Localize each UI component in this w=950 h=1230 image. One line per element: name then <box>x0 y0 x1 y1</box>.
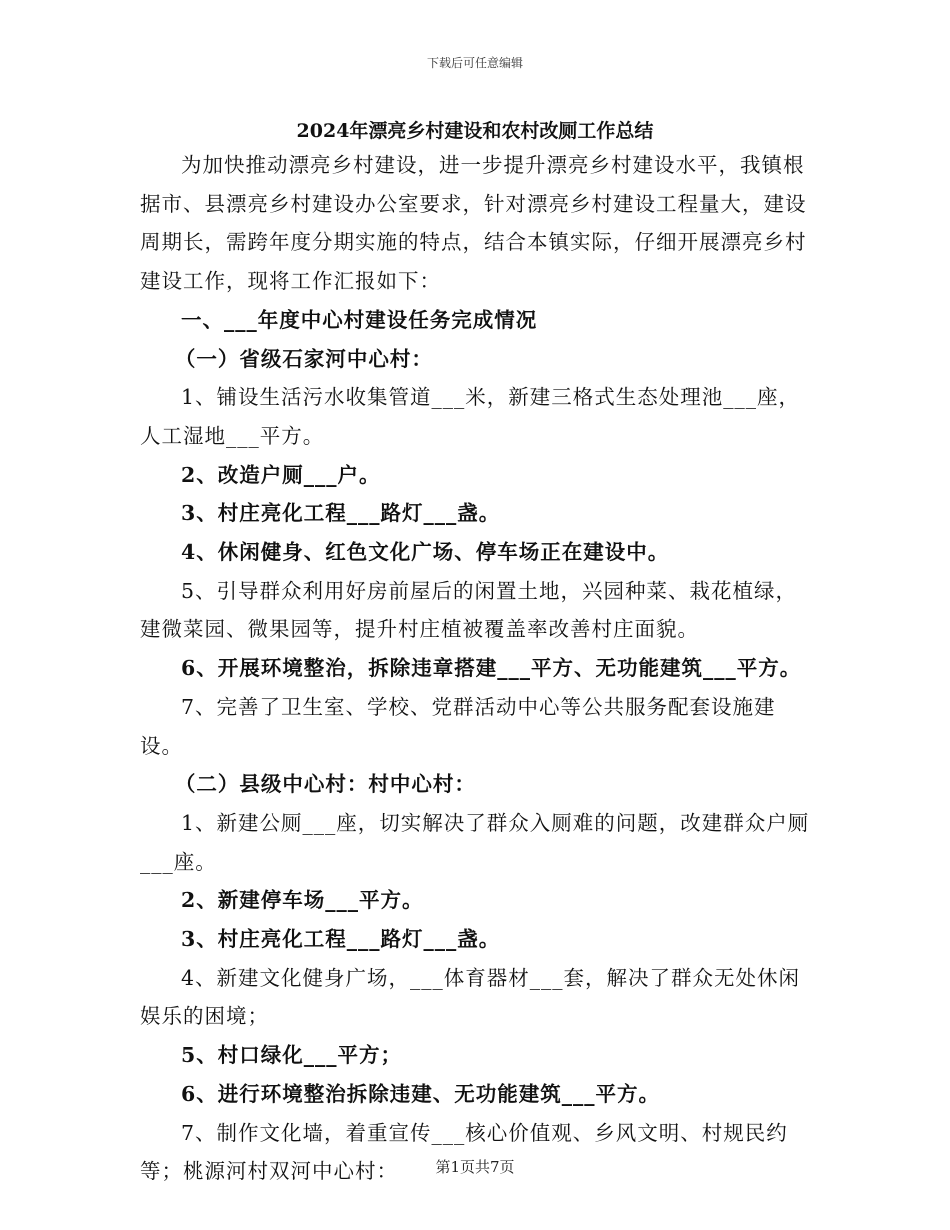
list-item: 3、村庄亮化工程___路灯___盏。 <box>181 501 501 526</box>
list-item: 4、新建文化健身广场，___体育器材___套，解决了群众无处休闲娱乐的困境； <box>140 965 801 1029</box>
header-note: 下载后可任意编辑 <box>426 56 523 70</box>
list-item: 4、休闲健身、红色文化广场、停车场正在建设中。 <box>181 540 670 565</box>
subsection-heading-2: （二）县级中心村：村中心村： <box>174 772 476 797</box>
list-item: 1、新建公厕___座，切实解决了群众入厕难的问题，改建群众户厕___座。 <box>140 810 810 874</box>
document-title: 2024年漂亮乡村建设和农村改厕工作总结 <box>296 120 654 142</box>
list-item: 3、村庄亮化工程___路灯___盏。 <box>181 927 501 952</box>
subsection-heading-1: （一）省级石家河中心村： <box>174 346 433 371</box>
list-item: 2、改造户厕___户。 <box>181 462 381 487</box>
list-item: 6、开展环境整治，拆除违章搭建___平方、无功能建筑___平方。 <box>181 656 802 681</box>
page-number-footer: 第1页共7页 <box>435 1158 515 1176</box>
list-item: 7、完善了卫生室、学校、党群活动中心等公共服务配套设施建设。 <box>140 694 776 758</box>
list-item: 1、铺设生活污水收集管道___米，新建三格式生态处理池___座，人工湿地___平方。 <box>140 385 801 448</box>
list-item: 6、进行环境整治拆除违建、无功能建筑___平方。 <box>181 1081 661 1106</box>
section-heading-1: 一、___年度中心村建设任务完成情况 <box>181 307 538 332</box>
list-item: 7、制作文化墙，着重宣传___核心价值观、乡风文明、村规民约等；桃源河村双河中心村： <box>140 1120 788 1184</box>
list-item: 5、村口绿化___平方； <box>181 1043 403 1068</box>
document-body <box>140 146 810 1191</box>
list-item: 5、引导群众利用好房前屋后的闲置土地，兴园种菜、栽花植绿，建微菜园、微果园等，提升村庄植被覆盖率改善村庄面貌。 <box>140 578 798 642</box>
list-item: 2、新建停车场___平方。 <box>181 888 424 913</box>
paragraph-intro: 为加快推动漂亮乡村建设，进一步提升漂亮乡村建设水平，我镇根据市、县漂亮乡村建设办公室要求，针对漂亮乡村建设工程量大，建设周期长，需跨年度分期实施的特点，结合本镇实际，仔细开展漂亮乡村建设工作，现将工作汇报如下： <box>140 153 807 294</box>
